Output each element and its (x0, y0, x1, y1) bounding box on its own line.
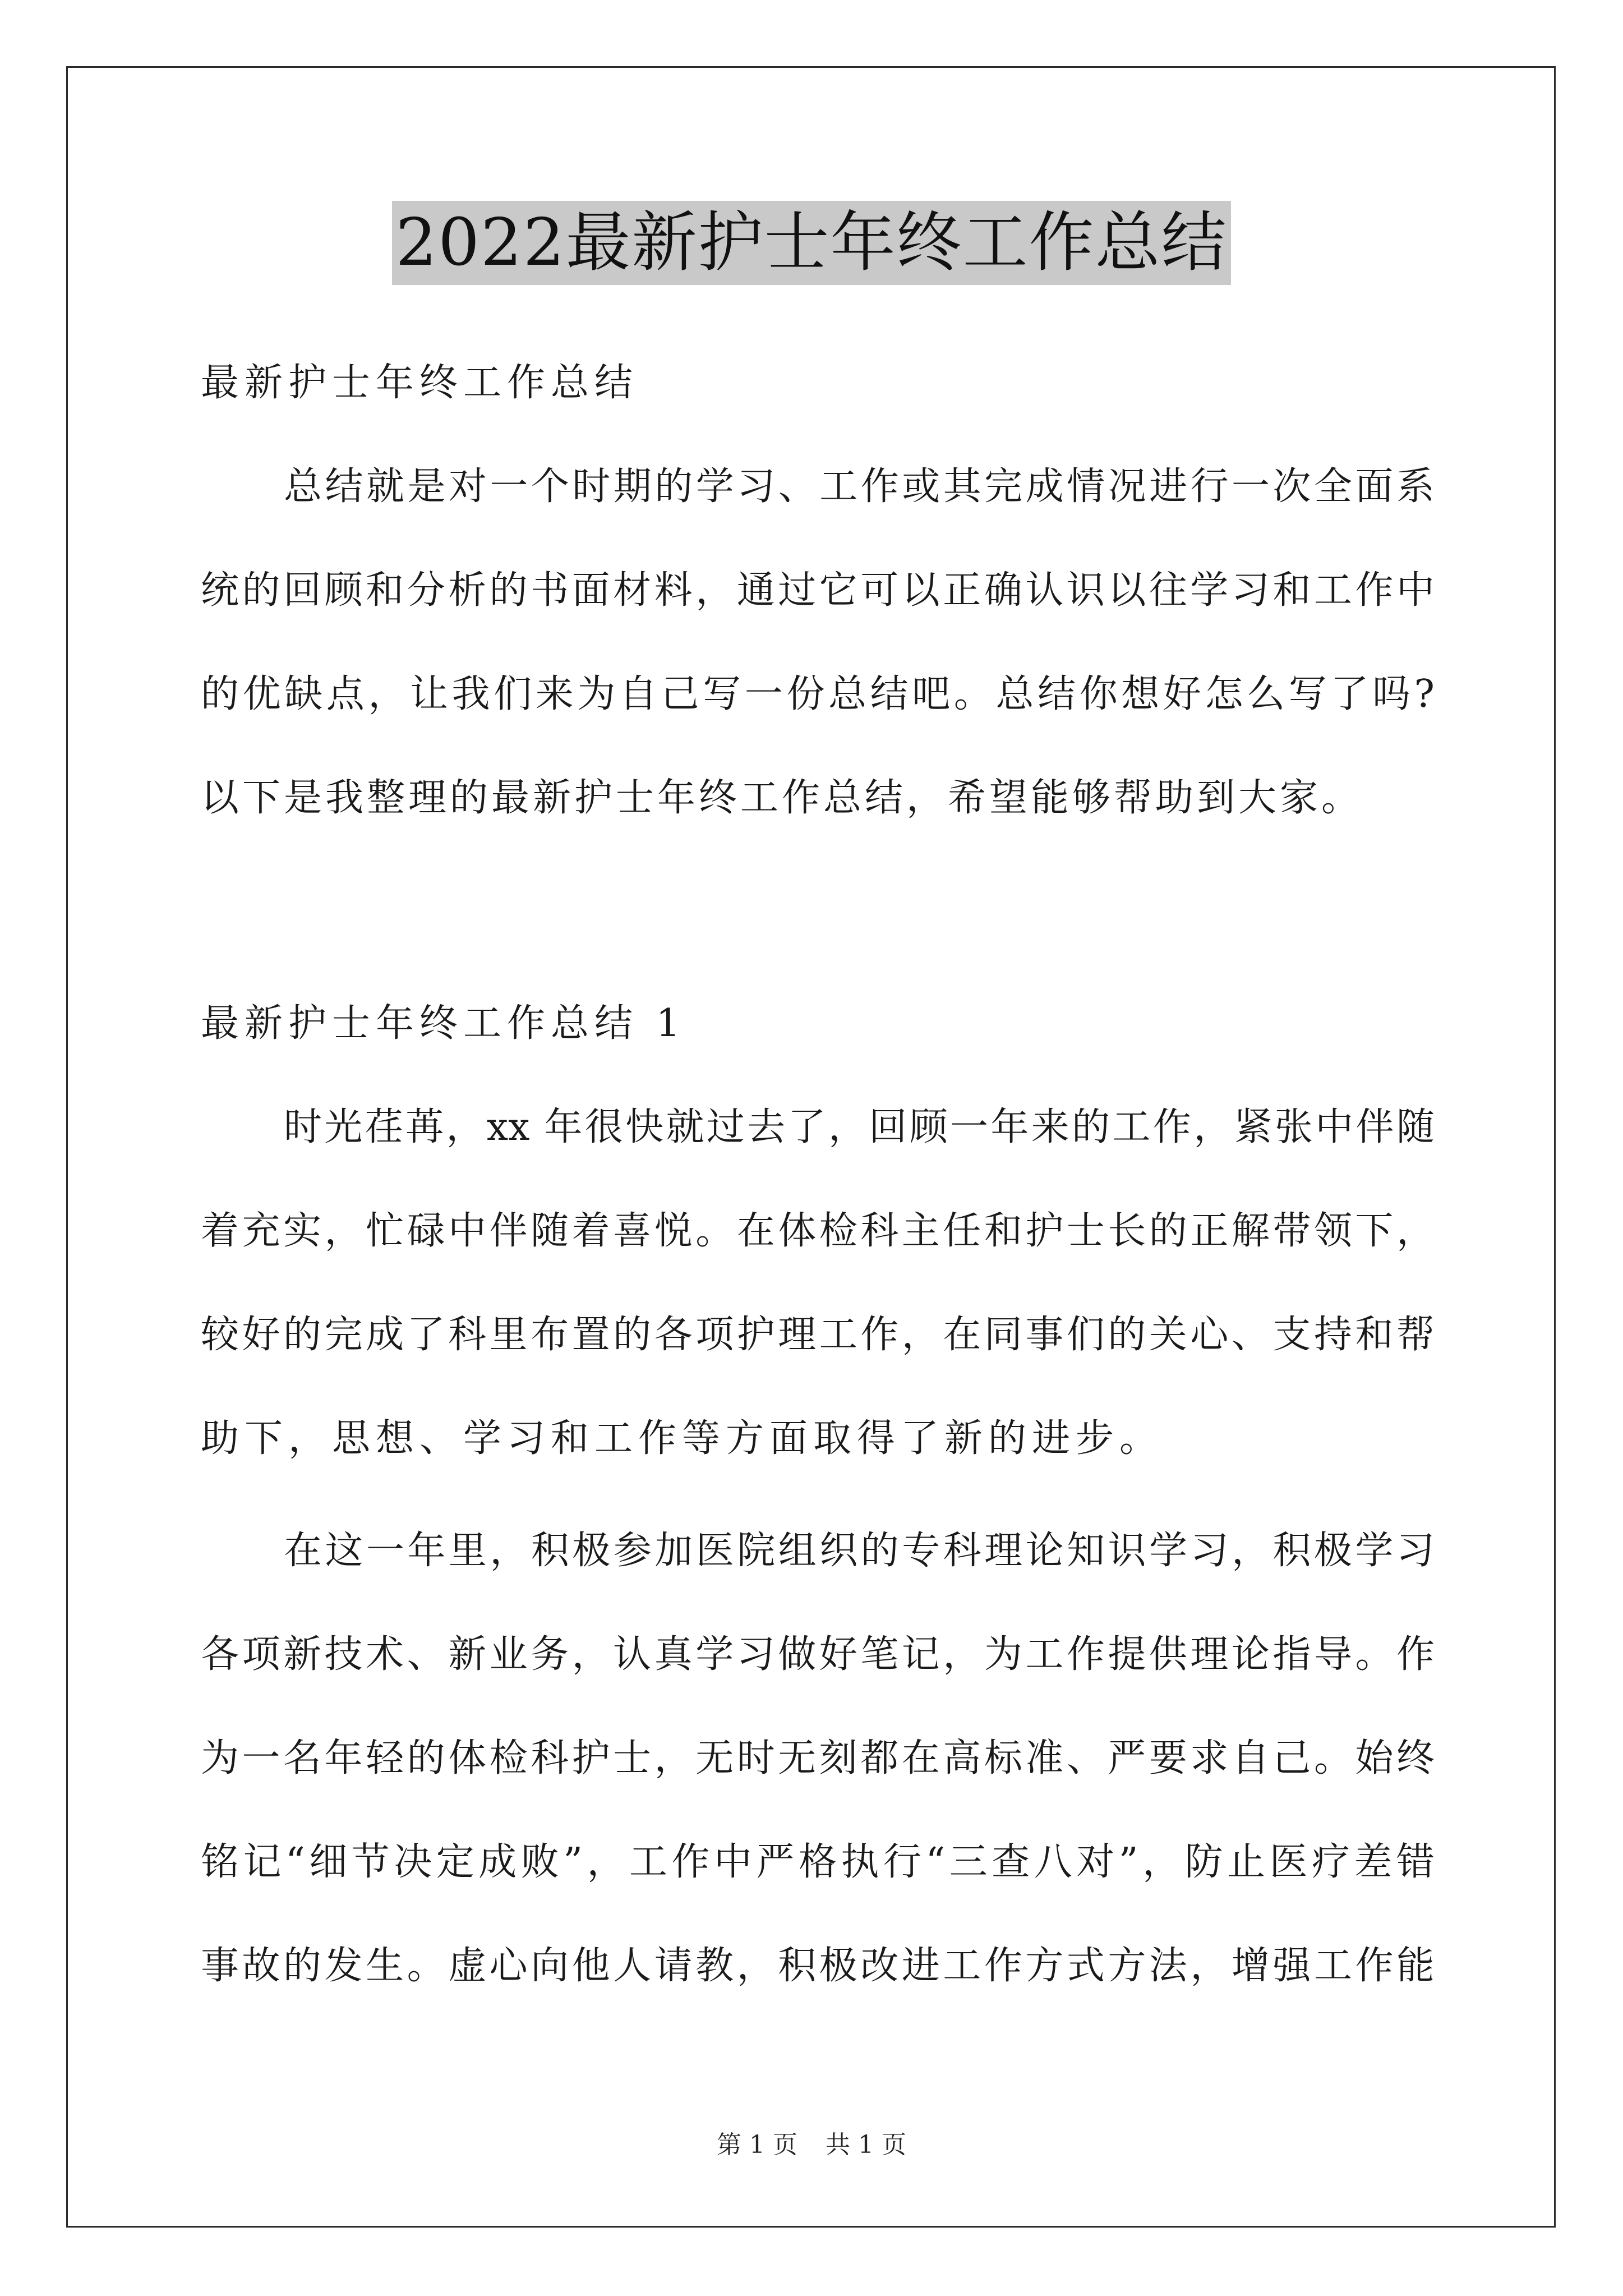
paragraph-line: 为一名年轻的体检科护士，无时无刻都在高标准、严要求自己。始终 (201, 1736, 1435, 1780)
paragraph-line: 时光荏苒，xx 年很快就过去了，回顾一年来的工作，紧张中伴随 (284, 1105, 1435, 1149)
intro-line: 总结就是对一个时期的学习、工作或其完成情况进行一次全面系 (284, 464, 1435, 509)
paragraph-line: 助下，思想、学习和工作等方面取得了新的进步。 (201, 1416, 1164, 1461)
page-number: 第 1 页 (717, 2131, 797, 2159)
paragraph-line: 事故的发生。虚心向他人请教，积极改进工作方式方法，增强工作能 (201, 1944, 1435, 1988)
paragraph-line: 铭记“细节决定成败”，工作中严格执行“三查八对”，防止医疗差错 (201, 1840, 1435, 1884)
page-total: 共 1 页 (826, 2131, 906, 2159)
paragraph-line: 各项新技术、新业务，认真学习做好笔记，为工作提供理论指导。作 (201, 1632, 1435, 1677)
document-title: 2022最新护士年终工作总结 (392, 201, 1230, 285)
intro-line: 以下是我整理的最新护士年终工作总结，希望能够帮助到大家。 (201, 776, 1363, 820)
document-heading: 最新护士年终工作总结 (201, 361, 639, 405)
section-heading: 最新护士年终工作总结 1 (201, 1001, 686, 1046)
page-footer (0, 2128, 1623, 2162)
paragraph-line: 较好的完成了科里布置的各项护理工作，在同事们的关心、支持和帮 (201, 1313, 1435, 1357)
title-container (0, 201, 1623, 285)
intro-line: 统的回顾和分析的书面材料，通过它可以正确认识以往学习和工作中 (201, 568, 1435, 613)
paragraph-line: 着充实，忙碌中伴随着喜悦。在体检科主任和护士长的正解带领下， (201, 1209, 1435, 1253)
intro-line: 的优缺点，让我们来为自己写一份总结吧。总结你想好怎么写了吗? (201, 672, 1435, 716)
paragraph-line: 在这一年里，积极参加医院组织的专科理论知识学习，积极学习 (284, 1529, 1435, 1573)
